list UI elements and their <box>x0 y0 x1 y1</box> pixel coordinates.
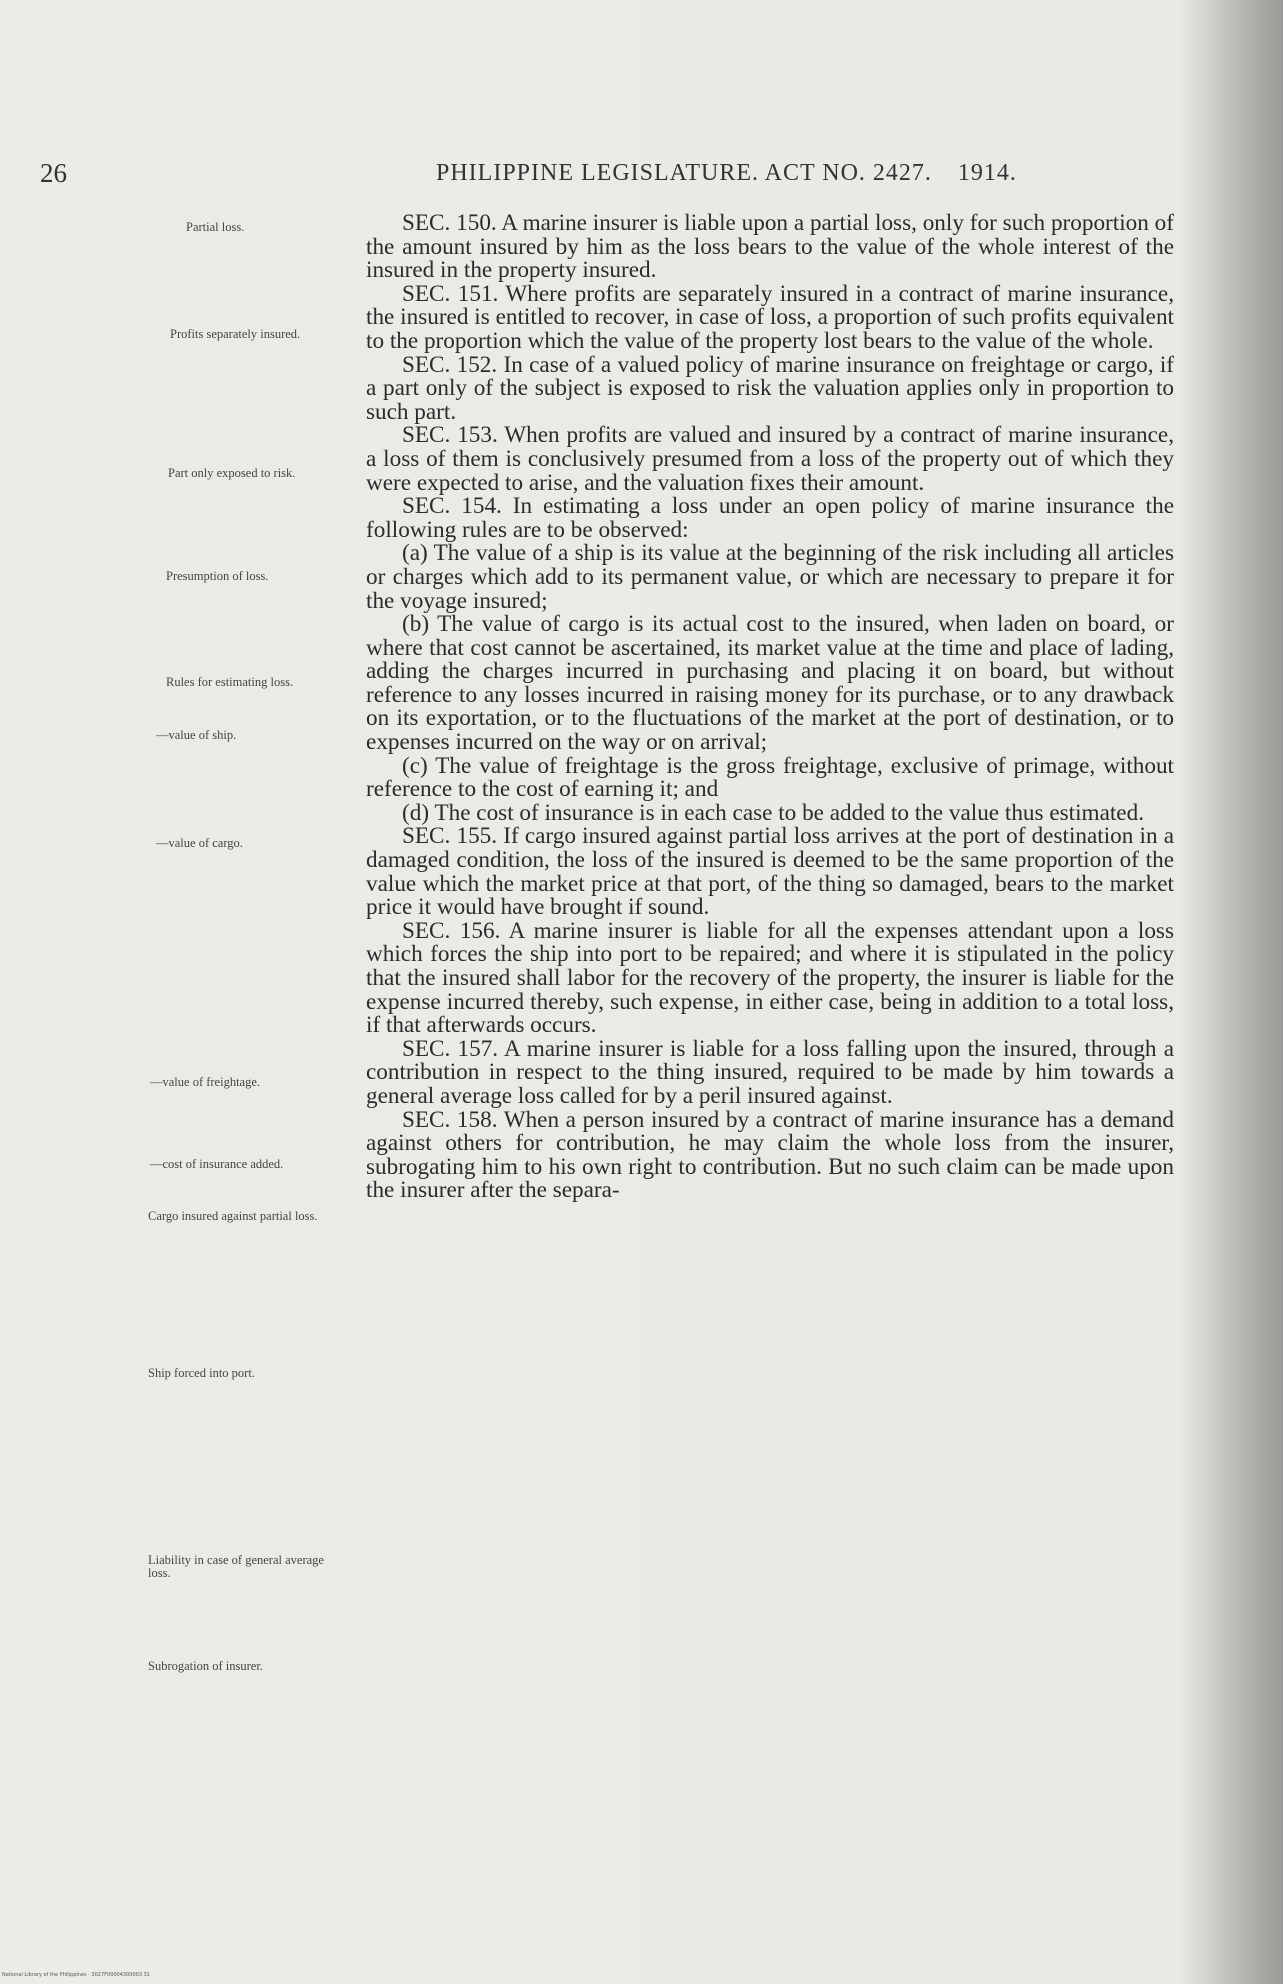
clause-text: The cost of insurance is in each case to be added to the value thus estimated. <box>434 799 1144 826</box>
margin-note: —value of ship. <box>156 728 237 742</box>
running-head-year: 1914. <box>957 160 1017 186</box>
section-text: A marine insurer is liable upon a partial loss, only for such proportion of the amount insured by him as the loss bears to the value of the whole interest of the insured in the property insured. <box>366 210 1174 284</box>
body-text <box>366 212 1174 1203</box>
section-text: When a person insured by a contract of marine insurance has a demand against others for contribution, he may claim the whole loss from the insurer, subrogating him to his own right to contribution. But no such claim can be made upon the insurer after the separa- <box>366 1106 1174 1204</box>
clause-text: The value of a ship is its value at the beginning of the risk including all articles or charges which add to its permanent value, or which are necessary to prepare it for the voyage insured; <box>366 540 1174 614</box>
section-152 <box>366 351 1174 425</box>
margin-note: Liability in case of general average loss. <box>148 1553 324 1580</box>
clause-text: The value of freightage is the gross freightage, exclusive of primage, without reference to the cost of earning it; and <box>366 752 1174 803</box>
margin-note: Profits separately insured. <box>170 327 301 341</box>
section-text: In case of a valued policy of marine insurance on freightage or cargo, if a part only of the subject is exposed to risk the valuation applies only in proportion to such part. <box>366 351 1174 425</box>
margin-note: —cost of insurance added. <box>150 1157 284 1171</box>
margin-note: —value of freightage. <box>150 1075 261 1089</box>
clause-d <box>366 799 1174 826</box>
running-head <box>436 160 1017 187</box>
section-156 <box>366 917 1174 1039</box>
section-154 <box>366 495 1174 542</box>
clause-text: The value of cargo is its actual cost to the insured, when laden on board, or where that cost cannot be ascertained, its market value at the time and place of lading, adding the charges incurred in purchasing and placing it on board, but without reference to any losses incurred in raising money for its purchase, or to any drawback on its exportation, or to the fluctuations of the market at the port of destination, or to expenses incurred on the way or on arrival; <box>366 611 1174 756</box>
margin-note: Partial loss. <box>186 220 245 234</box>
clause-label: (b) <box>402 611 430 638</box>
section-label: SEC. 155. <box>402 823 498 850</box>
section-label: SEC. 158. <box>402 1106 498 1133</box>
section-text: A marine insurer is liable for all the expenses attendant upon a loss which forces the ship into port to be repaired; and where it is stipulated in the policy that the insured shall labor for the recovery of the property, the insurer is liable for the expense incurred thereby, such expense, in either case, being in addition to a total loss, if that afterwards occurs. <box>366 917 1174 1039</box>
margin-notes <box>0 0 380 1984</box>
clause-b <box>366 613 1174 755</box>
section-157 <box>366 1035 1174 1109</box>
section-151 <box>366 280 1174 354</box>
section-150 <box>366 212 1174 283</box>
margin-note: Cargo insured against partial loss. <box>148 1209 318 1223</box>
section-label: SEC. 156. <box>402 917 501 944</box>
clause-a <box>366 542 1174 613</box>
margin-note: Part only exposed to risk. <box>168 466 296 480</box>
margin-note: Ship forced into port. <box>148 1366 255 1380</box>
section-label: SEC. 152. <box>402 351 498 378</box>
section-158 <box>366 1106 1174 1204</box>
section-label: SEC. 154. <box>402 493 502 520</box>
section-label: SEC. 153. <box>402 422 498 449</box>
scan-footer: National Library of the Philippines · 3027F00004300003 31 <box>2 1972 150 1978</box>
section-text: Where profits are separately insured in a contract of marine insurance, the insured is entitled to recover, in case of loss, a proportion of such profits equivalent to the proportion which the value of the property lost bears to the value of the whole. <box>366 280 1174 354</box>
page-number: 26 <box>40 158 67 188</box>
margin-note: Presumption of loss. <box>166 569 269 583</box>
clause-label: (d) <box>402 799 430 826</box>
clause-c <box>366 752 1174 803</box>
section-155 <box>366 825 1174 919</box>
section-label: SEC. 157. <box>402 1035 499 1062</box>
section-153 <box>366 424 1174 495</box>
margin-note: Subrogation of insurer. <box>148 1659 263 1673</box>
clause-label: (c) <box>402 752 428 779</box>
section-text: When profits are valued and insured by a contract of marine insurance, a loss of them is conclusively presumed from a loss of the property out of which they were expected to arise, and the valuation fixes their amount. <box>366 422 1174 496</box>
section-text: A marine insurer is liable for a loss falling upon the insured, through a contribution in respect to the thing insured, required to be made by him towards a general average loss called for by a peril insured against. <box>366 1035 1174 1109</box>
section-text: If cargo insured against partial loss arrives at the port of destination in a damaged condition, the loss of the insured is deemed to be the same proportion of the value which the market price at that port, of the thing so damaged, bears to the market price it would have brought if sound. <box>366 823 1174 921</box>
section-label: SEC. 150. <box>402 210 497 236</box>
running-head-title: PHILIPPINE LEGISLATURE. ACT NO. 2427. <box>436 160 932 186</box>
margin-note: —value of cargo. <box>156 836 243 850</box>
section-label: SEC. 151. <box>402 280 499 307</box>
section-text: In estimating a loss under an open policy of marine insurance the following rules are to be observed: <box>366 493 1175 543</box>
clause-label: (a) <box>402 540 428 567</box>
margin-note: Rules for estimating loss. <box>166 675 294 689</box>
